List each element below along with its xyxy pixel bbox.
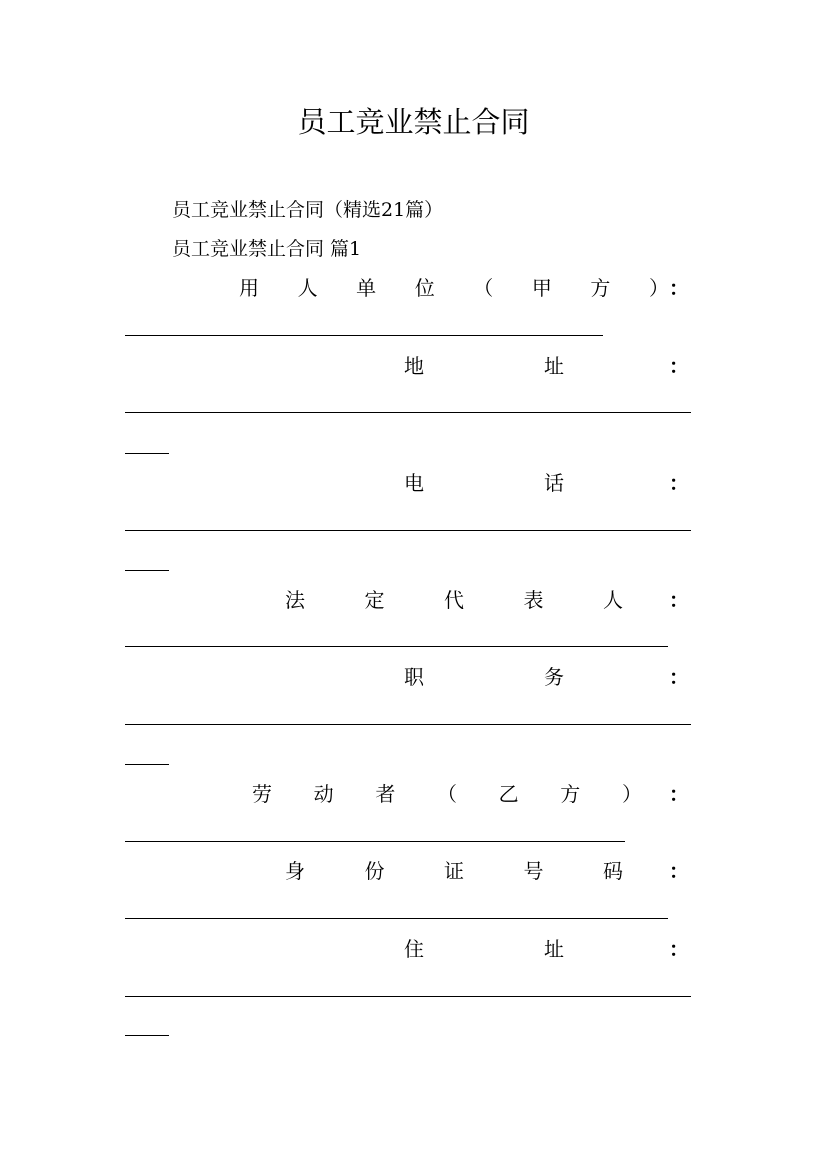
field-label: 职 务 bbox=[404, 665, 564, 689]
field-colon: ： bbox=[669, 665, 689, 689]
blank-line bbox=[125, 335, 603, 336]
field-colon: ： bbox=[669, 354, 689, 378]
blank-line bbox=[125, 412, 691, 413]
field-label: 劳 动 者 （ 乙 方 ） bbox=[252, 782, 642, 806]
blank-line bbox=[125, 764, 169, 765]
chapter-heading: 员工竞业禁止合同 篇1 bbox=[172, 238, 362, 260]
field-legal-representative bbox=[125, 585, 691, 615]
field-label: 住 址 bbox=[404, 937, 564, 961]
field-colon: ： bbox=[669, 782, 689, 806]
document-title: 员工竞业禁止合同 bbox=[297, 105, 530, 139]
field-label: 用 人 单 位 （ 甲 方 ） bbox=[239, 276, 669, 300]
blank-line bbox=[125, 996, 691, 997]
field-colon: ： bbox=[669, 588, 689, 612]
blank-line bbox=[125, 453, 169, 454]
field-label: 法 定 代 表 人 bbox=[285, 588, 623, 612]
field-colon: ： bbox=[669, 937, 689, 961]
field-residence bbox=[125, 934, 691, 964]
field-position bbox=[125, 662, 691, 692]
blank-line bbox=[125, 646, 668, 647]
field-colon: ： bbox=[669, 276, 689, 300]
blank-line bbox=[125, 530, 691, 531]
blank-line bbox=[125, 570, 169, 571]
field-label: 电 话 bbox=[404, 471, 564, 495]
blank-line bbox=[125, 724, 691, 725]
field-colon: ： bbox=[669, 859, 689, 883]
blank-line bbox=[125, 1035, 169, 1036]
field-phone bbox=[125, 468, 691, 498]
blank-line bbox=[125, 918, 668, 919]
field-employer bbox=[125, 273, 691, 303]
field-id-number bbox=[125, 856, 691, 886]
blank-line bbox=[125, 841, 625, 842]
field-employee bbox=[125, 779, 691, 809]
field-colon: ： bbox=[669, 471, 689, 495]
subtitle-text: 员工竞业禁止合同（精选21篇） bbox=[172, 199, 444, 221]
field-address bbox=[125, 351, 691, 381]
field-label: 身 份 证 号 码 bbox=[285, 859, 623, 883]
field-label: 地 址 bbox=[404, 354, 564, 378]
